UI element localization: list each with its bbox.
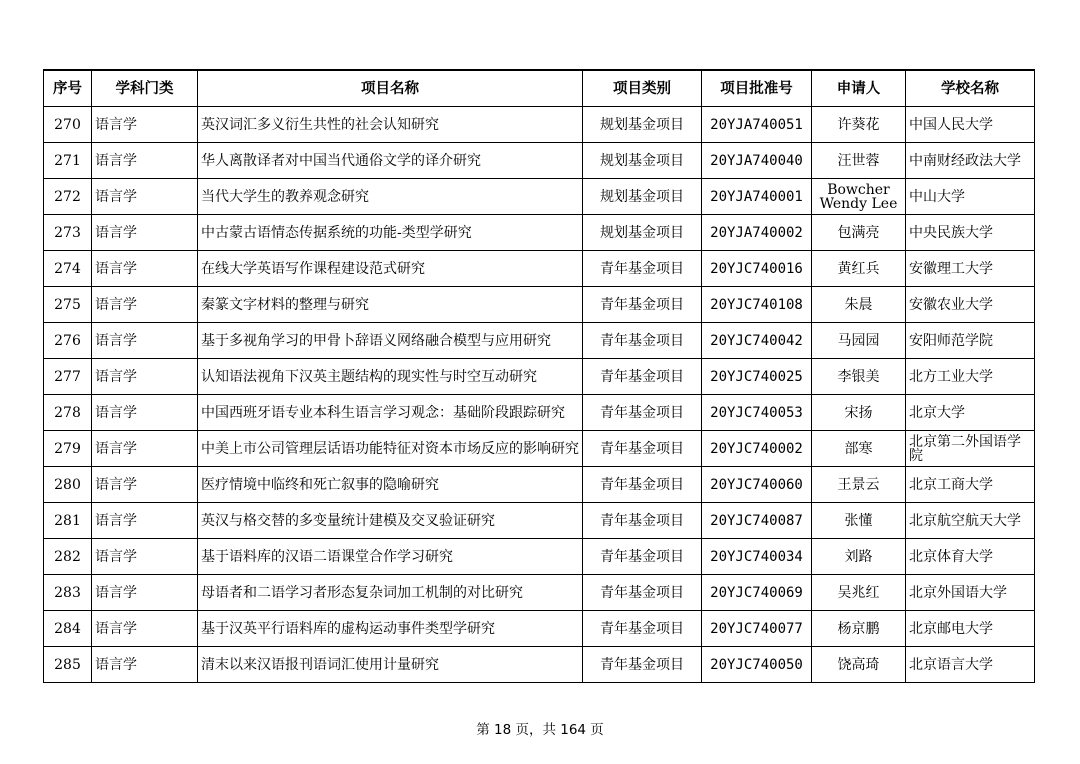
- cell-school: 中南财经政法大学: [906, 143, 1035, 179]
- cell-project-type: 青年基金项目: [583, 539, 702, 575]
- cell-applicant: 汪世蓉: [812, 143, 906, 179]
- table-row: [44, 251, 1035, 287]
- table-row: [44, 575, 1035, 611]
- table-row: [44, 431, 1035, 467]
- table-row: [44, 503, 1035, 539]
- cell-project-name: 华人离散译者对中国当代通俗文学的译介研究: [198, 143, 583, 179]
- header-school: 学校名称: [906, 70, 1035, 107]
- cell-index: 271: [44, 143, 92, 179]
- cell-applicant: 马园园: [812, 323, 906, 359]
- cell-index: 274: [44, 251, 92, 287]
- cell-index: 285: [44, 647, 92, 683]
- cell-applicant: 朱晨: [812, 287, 906, 323]
- cell-project-name: 英汉与格交替的多变量统计建模及交叉验证研究: [198, 503, 583, 539]
- cell-approval-number: 20YJC740025: [702, 359, 812, 395]
- cell-approval-number: 20YJC740108: [702, 287, 812, 323]
- cell-school: 中央民族大学: [906, 215, 1035, 251]
- cell-project-type: 规划基金项目: [583, 215, 702, 251]
- cell-discipline: 语言学: [92, 539, 198, 575]
- cell-approval-number: 20YJC740060: [702, 467, 812, 503]
- cell-approval-number: 20YJC740016: [702, 251, 812, 287]
- cell-approval-number: 20YJA740002: [702, 215, 812, 251]
- cell-project-name: 中国西班牙语专业本科生语言学习观念：基础阶段跟踪研究: [198, 395, 583, 431]
- cell-discipline: 语言学: [92, 359, 198, 395]
- cell-approval-number: 20YJC740050: [702, 647, 812, 683]
- cell-project-type: 青年基金项目: [583, 395, 702, 431]
- cell-school: 北京第二外国语学院: [906, 431, 1035, 467]
- cell-project-name: 基于汉英平行语料库的虚构运动事件类型学研究: [198, 611, 583, 647]
- table-row: [44, 179, 1035, 215]
- table-row: [44, 647, 1035, 683]
- cell-school: 北京航空航天大学: [906, 503, 1035, 539]
- cell-approval-number: 20YJA740040: [702, 143, 812, 179]
- table-row: [44, 539, 1035, 575]
- cell-project-name: 母语者和二语学习者形态复杂词加工机制的对比研究: [198, 575, 583, 611]
- cell-project-type: 青年基金项目: [583, 611, 702, 647]
- cell-index: 281: [44, 503, 92, 539]
- cell-approval-number: 20YJC740002: [702, 431, 812, 467]
- cell-discipline: 语言学: [92, 251, 198, 287]
- table-row: [44, 287, 1035, 323]
- cell-index: 279: [44, 431, 92, 467]
- cell-applicant: 李银美: [812, 359, 906, 395]
- cell-school: 北京语言大学: [906, 647, 1035, 683]
- cell-index: 278: [44, 395, 92, 431]
- cell-discipline: 语言学: [92, 323, 198, 359]
- cell-project-type: 青年基金项目: [583, 575, 702, 611]
- cell-school: 北方工业大学: [906, 359, 1035, 395]
- cell-applicant: 部寒: [812, 431, 906, 467]
- cell-project-name: 在线大学英语写作课程建设范式研究: [198, 251, 583, 287]
- cell-index: 270: [44, 107, 92, 143]
- cell-discipline: 语言学: [92, 395, 198, 431]
- cell-applicant: 王景云: [812, 467, 906, 503]
- cell-project-name: 认知语法视角下汉英主题结构的现实性与时空互动研究: [198, 359, 583, 395]
- cell-discipline: 语言学: [92, 575, 198, 611]
- table-row: [44, 143, 1035, 179]
- cell-index: 283: [44, 575, 92, 611]
- cell-discipline: 语言学: [92, 215, 198, 251]
- cell-applicant: 吴兆红: [812, 575, 906, 611]
- cell-school: 北京体育大学: [906, 539, 1035, 575]
- cell-index: 282: [44, 539, 92, 575]
- cell-project-type: 青年基金项目: [583, 323, 702, 359]
- cell-project-name: 英汉词汇多义衍生共性的社会认知研究: [198, 107, 583, 143]
- cell-school: 中山大学: [906, 179, 1035, 215]
- cell-applicant: Bowcher Wendy Lee: [812, 179, 906, 215]
- cell-discipline: 语言学: [92, 107, 198, 143]
- cell-school: 安徽理工大学: [906, 251, 1035, 287]
- cell-project-type: 青年基金项目: [583, 503, 702, 539]
- header-project-name: 项目名称: [198, 70, 583, 107]
- cell-project-type: 规划基金项目: [583, 179, 702, 215]
- cell-school: 北京工商大学: [906, 467, 1035, 503]
- cell-applicant: 许葵花: [812, 107, 906, 143]
- table-row: [44, 107, 1035, 143]
- cell-approval-number: 20YJA740051: [702, 107, 812, 143]
- cell-discipline: 语言学: [92, 467, 198, 503]
- cell-discipline: 语言学: [92, 611, 198, 647]
- cell-applicant: 张懂: [812, 503, 906, 539]
- header-index: 序号: [44, 70, 92, 107]
- cell-project-type: 青年基金项目: [583, 647, 702, 683]
- cell-project-type: 规划基金项目: [583, 143, 702, 179]
- cell-project-name: 清末以来汉语报刊语词汇使用计量研究: [198, 647, 583, 683]
- cell-applicant: 宋扬: [812, 395, 906, 431]
- cell-index: 275: [44, 287, 92, 323]
- cell-index: 284: [44, 611, 92, 647]
- cell-school: 北京大学: [906, 395, 1035, 431]
- cell-discipline: 语言学: [92, 143, 198, 179]
- cell-applicant: 刘路: [812, 539, 906, 575]
- cell-discipline: 语言学: [92, 179, 198, 215]
- table-row: [44, 395, 1035, 431]
- cell-school: 北京邮电大学: [906, 611, 1035, 647]
- cell-approval-number: 20YJC740042: [702, 323, 812, 359]
- cell-applicant: 黄红兵: [812, 251, 906, 287]
- cell-project-name: 基于多视角学习的甲骨卜辞语义网络融合模型与应用研究: [198, 323, 583, 359]
- cell-discipline: 语言学: [92, 287, 198, 323]
- table-row: [44, 467, 1035, 503]
- cell-index: 277: [44, 359, 92, 395]
- cell-project-name: 医疗情境中临终和死亡叙事的隐喻研究: [198, 467, 583, 503]
- cell-index: 276: [44, 323, 92, 359]
- cell-discipline: 语言学: [92, 503, 198, 539]
- cell-approval-number: 20YJC740077: [702, 611, 812, 647]
- table-row: [44, 611, 1035, 647]
- table-row: [44, 215, 1035, 251]
- cell-project-name: 秦篆文字材料的整理与研究: [198, 287, 583, 323]
- cell-school: 中国人民大学: [906, 107, 1035, 143]
- cell-discipline: 语言学: [92, 431, 198, 467]
- project-table: [43, 69, 1035, 683]
- cell-project-type: 青年基金项目: [583, 359, 702, 395]
- table-header-row: [44, 70, 1035, 107]
- cell-project-type: 青年基金项目: [583, 251, 702, 287]
- cell-project-type: 青年基金项目: [583, 431, 702, 467]
- cell-school: 北京外国语大学: [906, 575, 1035, 611]
- cell-applicant: 包满亮: [812, 215, 906, 251]
- cell-project-name: 当代大学生的教养观念研究: [198, 179, 583, 215]
- table-row: [44, 323, 1035, 359]
- cell-approval-number: 20YJA740001: [702, 179, 812, 215]
- cell-approval-number: 20YJC740069: [702, 575, 812, 611]
- cell-school: 安徽农业大学: [906, 287, 1035, 323]
- cell-applicant: 饶高琦: [812, 647, 906, 683]
- table-row: [44, 359, 1035, 395]
- cell-approval-number: 20YJC740034: [702, 539, 812, 575]
- cell-project-name: 中美上市公司管理层话语功能特征对资本市场反应的影响研究: [198, 431, 583, 467]
- cell-project-type: 青年基金项目: [583, 467, 702, 503]
- cell-project-name: 中古蒙古语情态传据系统的功能-类型学研究: [198, 215, 583, 251]
- cell-project-type: 青年基金项目: [583, 287, 702, 323]
- cell-approval-number: 20YJC740053: [702, 395, 812, 431]
- cell-project-name: 基于语料库的汉语二语课堂合作学习研究: [198, 539, 583, 575]
- cell-project-type: 规划基金项目: [583, 107, 702, 143]
- header-discipline: 学科门类: [92, 70, 198, 107]
- header-applicant: 申请人: [812, 70, 906, 107]
- cell-approval-number: 20YJC740087: [702, 503, 812, 539]
- header-approval-number: 项目批准号: [702, 70, 812, 107]
- cell-school: 安阳师范学院: [906, 323, 1035, 359]
- cell-discipline: 语言学: [92, 647, 198, 683]
- cell-index: 280: [44, 467, 92, 503]
- cell-applicant: 杨京鹏: [812, 611, 906, 647]
- page-footer: 第 18 页，共 164 页: [476, 722, 604, 738]
- cell-index: 272: [44, 179, 92, 215]
- cell-index: 273: [44, 215, 92, 251]
- header-project-type: 项目类别: [583, 70, 702, 107]
